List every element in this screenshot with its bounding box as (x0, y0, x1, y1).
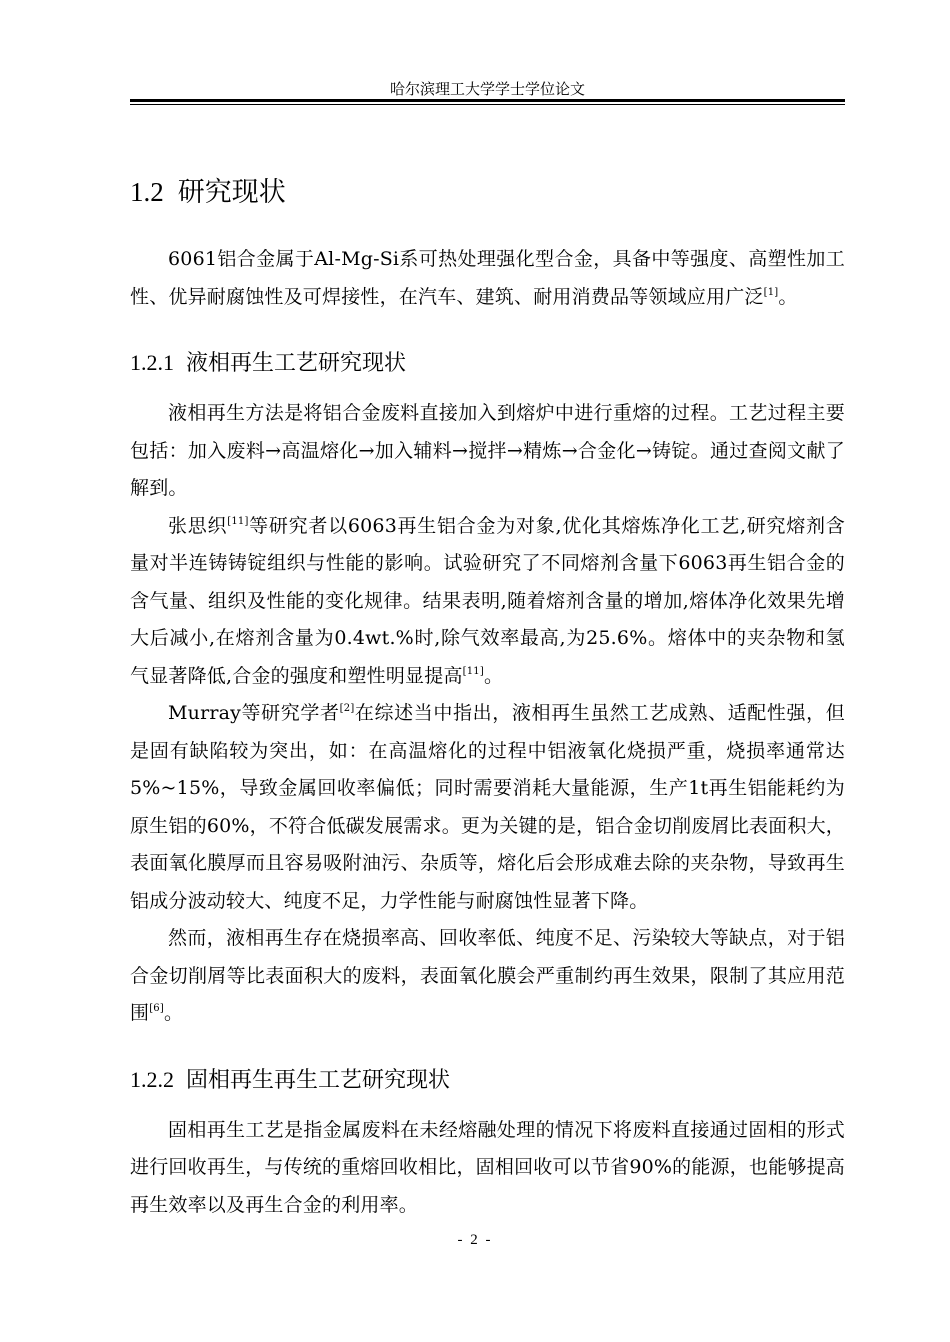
subsection-title: 液相再生工艺研究现状 (186, 351, 407, 376)
section-title: 研究现状 (177, 177, 286, 208)
citation: [1] (763, 286, 779, 298)
header-rule-thin (130, 104, 845, 105)
section-heading (130, 172, 845, 213)
subsection-title: 固相再生再生工艺研究现状 (186, 1067, 451, 1093)
paragraph: 液相再生方法是将铝合金废料直接加入到熔炉中进行重熔的过程。工艺过程主要包括：加入废料→高温熔化→加入辅料→搅拌→精炼→合金化→铸锭。通过查阅文献了解到。 (130, 402, 845, 499)
paragraph: 固相再生工艺是指金属废料在未经熔融处理的情况下将废料直接通过固相的形式进行回收再生，与传统的重熔回收相比，固相回收可以节省90%的能源，也能够提高再生效率以及再生合金的利用率。 (130, 1118, 845, 1216)
subsection-heading-1 (130, 346, 845, 381)
intro-paragraph: 6061铝合金属于Al-Mg-Si系可热处理强化型合金，具备中等强度、高塑性加工性、优异耐腐蚀性及可焊接性，在汽车、建筑、耐用消费品等领域应用广泛[1]。 (130, 248, 845, 308)
paragraph: Murray等研究学者[2]在综述当中指出，液相再生虽然工艺成熟、适配性强，但是固有缺陷较为突出，如：在高温熔化的过程中铝液氧化烧损严重，烧损率通常达5%~15%，导致金属回收率偏低；同时需要消耗大量能源，生产1t再生铝能耗约为原生铝的60%，不符合低碳发展需求。更为关键的是，铝合金切削废屑比表面积大，表面氧化膜厚而且容易吸附油污、杂质等，熔化后会形成难去除的夹杂物，导致再生铝成分波动较大、纯度不足，力学性能与耐腐蚀性显著下降。 (130, 702, 845, 912)
paragraph: 然而，液相再生存在烧损率高、回收率低、纯度不足、污染较大等缺点，对于铝合金切削屑等比表面积大的废料，表面氧化膜会严重制约再生效果，限制了其应用范围[6]。 (130, 927, 845, 1024)
section-number: 1.2 (130, 177, 164, 207)
page-number: - 2 - (457, 1232, 493, 1248)
page-body (130, 172, 845, 1224)
subsection-heading-2 (130, 1063, 845, 1098)
subsection-number: 1.2.2 (130, 1066, 174, 1092)
citation: [2] (339, 703, 355, 714)
citation: [6] (149, 1003, 164, 1014)
paragraph: 张思织[11]等研究者以6063再生铝合金为对象,优化其熔炼净化工艺,研究熔剂含量对半连铸铸锭组织与性能的影响。试验研究了不同熔剂含量下6063再生铝合金的含气量、组织及性能的变化规律。结果表明,随着熔剂含量的增加,熔体净化效果先增大后减小,在熔剂含量为0.4wt.%时,除气效率最高,为25.6%。熔体中的夹杂物和氢气显著降低,合金的强度和塑性明显提高[11]。 (130, 514, 845, 687)
running-header: 哈尔滨理工大学学士学位论文 (389, 80, 585, 98)
citation: [11] (462, 665, 484, 677)
header-rule-thick (130, 99, 845, 102)
citation: [11] (227, 515, 249, 527)
subsection-number: 1.2.1 (130, 350, 174, 375)
